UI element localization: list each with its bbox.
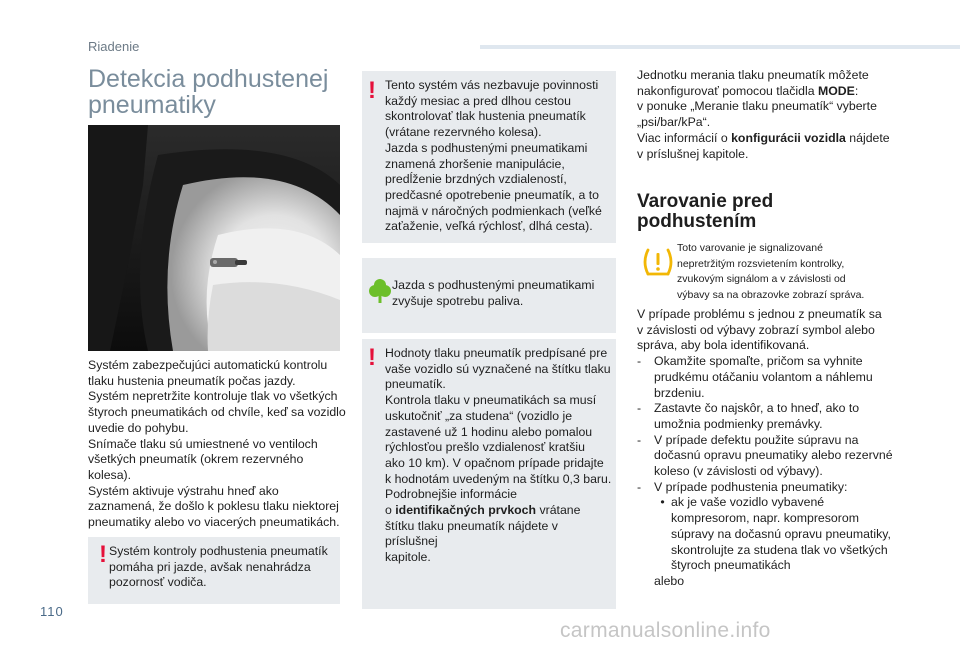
warning-line: znamená zhoršenie manipulácie, [385,156,565,171]
list-item-text: V prípade defektu použite súpravu na dočasnú opravu pneumatiky alebo rezervné koleso (v závislosti od výbavy). [654,432,893,479]
intro-line: Systém nepretržite kontroluje tlak vo všetkých [88,389,338,404]
eco-line: zvyšuje spotrebu paliva. [392,293,524,308]
warning-line: Jazda s podhustenými pneumatikami [385,140,588,155]
warning-line: predčasné opotrebenie pneumatík, a to [385,187,599,202]
list-item-text: V prípade podhustenia pneumatiky: [654,479,848,494]
list-item-text: Okamžite spomaľte, pričom sa vyhnite prudkému otáčaniu volantom a náhlemu brzdeniu. [654,354,873,400]
list-item-text: Zastavte čo najskôr, a to hneď, ako to umožnia podmienky premávky. [654,401,860,431]
warning-line: Kontrola tlaku v pneumatikách sa musí [385,393,597,408]
text-prefix: Viac informácií o [637,130,732,145]
units-line: „psi/bar/kPa“. [637,115,711,130]
intro-line: Systém aktivuje výstrahu hneď ako [88,483,279,498]
eco-tip-text [392,278,612,309]
warning-box-text [385,346,613,566]
tire-pressure-warning-icon [643,248,673,281]
intro-line: uvedie do pohybu. [88,420,189,435]
units-line-mode [637,84,907,100]
instructions-list [637,307,905,590]
warning-box-monthly-check [362,71,616,243]
warning-exclamation-icon: ! [99,541,107,568]
warning-line: pneumatík. [385,377,446,392]
warning-light-line: výbavy sa na obrazovke zobrazí správa. [677,288,865,301]
warning-line: ako 10 km). V opačnom prípade pridajte [385,455,604,470]
warning-line: Tento systém vás nezbavuje povinnosti [385,78,599,92]
intro-line: Snímače tlaku sú umiestnené vo ventiloch [88,436,318,451]
vehicle-config-text: konfigurácii vozidla [731,130,846,145]
list-item [637,480,905,496]
warning-line: skontrolovať tlak hustenia pneumatík [385,109,586,124]
subheading-line-1: Varovanie pred [637,191,774,212]
warning-box-driver-attention [88,537,340,604]
text-prefix: nakonfigurovať pomocou tlačidla [637,83,818,98]
intro-line: všetkých pneumatík (okrem rezervného [88,452,304,467]
warning-box-text [385,78,613,235]
warning-line: najmä v náročných podmienkach (veľké [385,203,602,218]
list-dash: - [637,401,642,416]
mode-button-text: MODE [817,83,855,98]
warning-line: zaťaženie, veľká rýchlosť, dlhá cesta). [385,219,593,234]
warning-light-line: zvukovým signálom a v závislosti od [677,273,846,286]
section-label: Riadenie [88,39,140,54]
warning-exclamation-icon: ! [368,77,376,104]
warning-line: štítku tlaku pneumatík nájdete v príslušnej [385,518,558,549]
text-suffix: : [854,83,859,98]
intro-line: štyroch pneumatikách od chvíle, keď sa vozidlo [88,405,346,420]
warning-line: rýchlosťou prešlo vzdialenosť kratšiu [385,440,585,455]
text-suffix: vrátane [536,503,581,518]
list-item [637,401,905,432]
warning-line: k hodnotám uvedeným na štítku 0,3 baru. [385,471,612,486]
warning-light-description [677,241,897,303]
intro-line: Systém zabezpečujúci automatickú kontrolu [88,358,328,372]
warning-line: uskutočniť „za studena“ (vozidlo je [385,408,573,423]
leaf-icon [369,278,391,309]
warning-line: pomáha pri jazde, avšak nenahrádza [109,559,311,574]
intro-paragraph [88,358,346,531]
warning-line: zastavené už 1 hodinu alebo pomalou [385,424,593,439]
text-suffix: nájdete [845,130,890,145]
warning-box-pressure-values [362,339,616,609]
page-title-line-1: Detekcia podhustenej [88,65,329,93]
warning-line: Podrobnejšie informácie [385,487,517,502]
list-bullet: • [660,495,665,510]
instructions-intro-line: v závislosti od výbavy zobrazí symbol alebo [637,322,875,337]
text-prefix: o [385,503,396,518]
warning-light-line: nepretržitým rozsvietením kontrolky, [677,257,845,270]
wheel-valve-photo [88,125,340,351]
warning-light-line: Toto varovanie je signalizované [677,242,823,254]
warning-exclamation-icon: ! [368,344,376,371]
list-dash: - [637,432,642,447]
units-config-paragraph [637,68,907,162]
identification-link-text: identifikačných prvkoch [395,503,537,518]
intro-line: pneumatiky alebo vo viacerých pneumatikách. [88,515,340,530]
intro-line: zaznamená, že došlo k poklesu tlaku niektorej [88,499,339,514]
units-line: v ponuke „Meranie tlaku pneumatík“ vyberte [637,99,877,114]
warning-line: každý mesiac a pred dlhou cestou [385,93,571,108]
list-dash: - [637,479,642,494]
list-item [637,354,905,401]
page-title-line-2: pneumatiky [88,91,216,119]
units-line-config [637,131,907,147]
header-rule [480,45,960,49]
intro-line: tlaku hustenia pneumatík počas jazdy. [88,373,296,388]
warning-line: Hodnoty tlaku pneumatík predpísané pre [385,346,608,360]
sub-list-item [637,495,905,574]
watermark: carmanualsonline.info [560,619,771,642]
page-number: 110 [40,604,64,619]
list-item [637,433,905,480]
units-line: v príslušnej kapitole. [637,146,749,161]
page-title [88,66,358,118]
eco-line: Jazda s podhustenými pneumatikami [392,278,595,292]
warning-line-identification [385,503,613,519]
warning-line: kapitole. [385,550,431,565]
warning-line: (vrátane rezervného kolesa). [385,125,542,140]
intro-line: kolesa). [88,467,132,482]
warning-line: Systém kontroly podhustenia pneumatík [109,544,328,558]
list-dash: - [637,354,642,369]
instructions-intro-line: správa, aby bola identifikovaná. [637,338,810,353]
instructions-intro-line: V prípade problému s jednou z pneumatík sa [637,307,882,321]
warning-line: vaše vozidlo sú vyznačené na štítku tlaku [385,361,611,376]
eco-tip-box [362,258,616,333]
subheading-line-2: podhustením [637,211,757,232]
warning-line: predĺženie brzdných vzdialeností, [385,172,567,187]
sub-list-item-text: ak je vaše vozidlo vybavené kompresorom, napr. kompresorom súpravy na dočasnú opravu pneumatiky, skontrolujte za studena tlak vo všetkých štyroch pneumatikách [671,495,891,573]
section-subheading [637,192,897,232]
wheel-photo-illustration [88,125,340,351]
list-tail: alebo [654,573,685,588]
warning-box-text [109,544,334,591]
warning-line: pozornosť vodiča. [109,575,207,590]
units-line: Jednotku merania tlaku pneumatík môžete [637,68,869,82]
